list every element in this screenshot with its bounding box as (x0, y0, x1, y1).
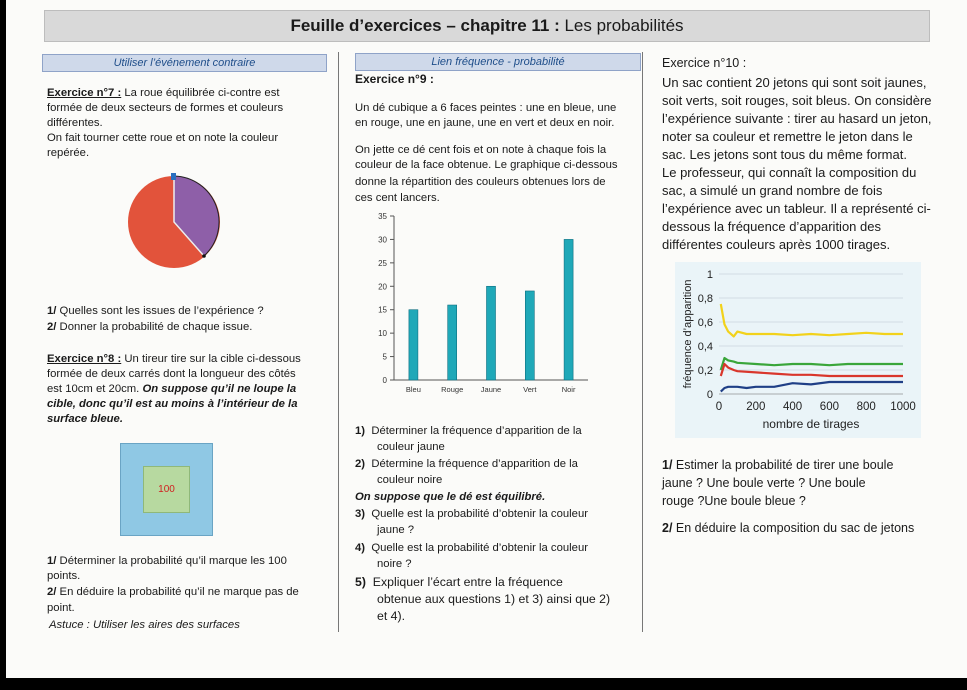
bar-category-label: Jaune (480, 385, 502, 394)
ex7-q2 (47, 320, 252, 335)
ex10-line8: l’expérience avec un tableur. Il a représenté ci- (662, 201, 931, 216)
ex7-line2: formée de deux secteurs de formes et couleurs (47, 102, 284, 114)
ex9-q1-num: 1) (355, 425, 366, 437)
ex9-line2: en rouge, une en jaune, une en vert et deux en noir. (355, 117, 615, 129)
target-green-square (143, 466, 190, 513)
bar-y-tick-label: 35 (378, 212, 387, 221)
ex10-line7: sac, a simulé un grand nombre de fois (662, 183, 883, 198)
ex7-text1: La roue équilibrée ci-contre est (121, 87, 280, 99)
bar-rouge (448, 305, 457, 380)
bar-noir (564, 239, 573, 380)
line-x-tick-label: 400 (783, 401, 803, 413)
bar-jaune (487, 286, 496, 380)
ex9-line1: Un dé cubique a 6 faces peintes : une en bleue, une (355, 102, 617, 114)
line-series-jaune (721, 304, 903, 336)
ex9-q5a (355, 575, 563, 590)
ex9-q5b: obtenue aux questions 1) et 3) ainsi que 2) (377, 592, 611, 606)
ex9-q4a (355, 541, 588, 556)
ex9-q3-text: Quelle est la probabilité d’obtenir la couleur (371, 508, 588, 520)
ex10-line2: soit verts, soit rouges, soit bleus. On considère (662, 93, 932, 108)
col2-header: Lien fréquence - probabilité (355, 53, 641, 71)
bar-y-tick-label: 25 (378, 258, 387, 268)
ex9-q3-num: 3) (355, 508, 366, 520)
line-series-vert (721, 358, 903, 370)
ex10-line5: sac. Les jetons sont tous du même format. (662, 147, 907, 162)
ex9-q2-text: Détermine la fréquence d’apparition de la (371, 458, 578, 470)
wheel-pointer (171, 173, 176, 180)
ex9-assume: On suppose que le dé est équilibré. (355, 491, 546, 503)
ex10-q2 (662, 520, 914, 537)
line-x-tick-label: 800 (856, 401, 876, 413)
bar-category-label: Vert (523, 385, 537, 394)
line-x-tick-label: 200 (746, 401, 766, 413)
column-divider-2 (642, 52, 643, 632)
ex10-q1-text: Estimer la probabilité de tirer une boule (672, 458, 894, 472)
bar-category-label: Noir (561, 385, 576, 394)
ex7-label: Exercice n°7 : (47, 87, 122, 99)
ex7-line3: différentes. (47, 117, 103, 129)
ex8-text3a: est 10cm et 20cm. (47, 383, 143, 395)
ex10-line1: Un sac contient 20 jetons qui sont soit jaunes, (662, 75, 927, 90)
bar-y-tick-label: 10 (378, 329, 387, 339)
ex7-q2-text: Donner la probabilité de chaque issue. (56, 321, 253, 333)
ex8-q2-num: 2/ (47, 586, 57, 598)
bar-y-tick-label: 5 (382, 352, 387, 362)
ex9-q2b: couleur noire (377, 474, 443, 486)
ex8-text3b: On suppose qu’il ne loupe la (142, 383, 297, 395)
ex8-line4: cible, donc qu’il est au moins à l’intérieur de la (47, 398, 298, 410)
line-y-tick-label: 0,6 (697, 317, 713, 329)
ex8-q1b: points. (47, 570, 81, 582)
line-y-tick-label: 1 (706, 269, 713, 281)
ex8-label: Exercice n°8 : (47, 353, 122, 365)
ex8-q2a (47, 585, 299, 600)
ex8-line3 (47, 382, 296, 397)
ex7-line5: repérée. (47, 147, 90, 159)
ex8-q1-text: Déterminer la probabilité qu’il marque les 100 (56, 555, 287, 567)
ex9-line6: ces cent lancers. (355, 192, 440, 204)
col1-header: Utiliser l’événement contraire (42, 54, 327, 72)
page-title (44, 10, 930, 42)
title-bold: Feuille d’exercices – chapitre 11 : (290, 16, 560, 35)
bar-y-tick-label: 20 (378, 282, 387, 292)
ex9-q5-num: 5) (355, 575, 366, 589)
ex10-line4: noter sa couleur et remettre le jeton dans le (662, 129, 913, 144)
ex10-q1b: jaune ? Une boule verte ? Une boule (662, 476, 866, 490)
ex10-line3: l’expérience suivante : tirer au hasard un jeton, (662, 111, 932, 126)
bar-vert (525, 291, 534, 380)
line-x-tick-label: 0 (715, 401, 723, 413)
ex10-line10: différentes couleurs après 1000 tirages. (662, 237, 891, 252)
bar-chart (366, 208, 598, 408)
line-y-tick-label: 0,2 (697, 365, 713, 377)
wheel-marker (202, 254, 206, 258)
ex10-label: Exercice n°10 : (662, 56, 747, 70)
line-y-tick-label: 0,8 (697, 293, 713, 305)
bar-y-tick-label: 15 (378, 305, 387, 315)
ex8-q1a (47, 554, 287, 569)
ex8-line5: surface bleue. (47, 413, 123, 425)
worksheet-page (6, 0, 967, 678)
ex9-q4b: noire ? (377, 558, 412, 570)
ex10-q1c: rouge ?Une boule bleue ? (662, 494, 806, 508)
ex9-q3a (355, 507, 588, 522)
ex10-line9: dessous la fréquence d’apparition des (662, 219, 881, 234)
wheel-figure (124, 172, 224, 272)
ex7-q1 (47, 304, 264, 319)
line-y-tick-label: 0 (706, 389, 713, 401)
ex9-q4-num: 4) (355, 542, 366, 554)
ex7-q1-text: Quelles sont les issues de l’expérience ? (56, 305, 264, 317)
ex9-q2-num: 2) (355, 458, 366, 470)
ex9-q1-text: Déterminer la fréquence d’apparition de la (371, 425, 582, 437)
ex8-q1-num: 1/ (47, 555, 57, 567)
ex10-q2-text: En déduire la composition du sac de jetons (672, 521, 915, 535)
ex9-q4-text: Quelle est la probabilité d’obtenir la couleur (371, 542, 588, 554)
ex9-q2a (355, 457, 578, 472)
ex9-q3b: jaune ? (377, 524, 415, 536)
line-x-axis-label: nombre de tirages (762, 417, 860, 431)
ex9-line5: donne la répartition des couleurs obtenues lors de (355, 176, 606, 188)
bar-y-tick-label: 30 (378, 235, 387, 245)
ex8-q2-text: En déduire la probabilité qu’il ne marque pas de (56, 586, 299, 598)
ex9-label: Exercice n°9 : (355, 72, 434, 86)
line-y-tick-label: 0,4 (697, 341, 713, 353)
ex9-q1b: couleur jaune (377, 441, 445, 453)
ex10-q1-num: 1/ (662, 458, 673, 472)
ex7-q2-num: 2/ (47, 321, 57, 333)
line-y-axis-label: fréquence d’apparition (682, 279, 694, 389)
ex9-q5c: et 4). (377, 609, 406, 623)
bar-y-tick-label: 0 (382, 376, 387, 385)
ex9-q1a (355, 424, 582, 439)
ex8-line2: formée de deux carrés dont la longueur des côtés (47, 368, 296, 380)
line-x-tick-label: 1000 (890, 401, 916, 413)
ex8-q2b: point. (47, 602, 75, 614)
ex8-line1 (47, 352, 301, 367)
ex7-line4: On fait tourner cette roue et on note la couleur (47, 132, 279, 144)
bar-bleu (409, 310, 418, 380)
ex7-q1-num: 1/ (47, 305, 57, 317)
line-chart (675, 262, 921, 438)
bar-category-label: Bleu (405, 385, 421, 394)
line-series-bleu (721, 382, 903, 392)
ex10-line6: Le professeur, qui connaît la composition du (662, 165, 917, 180)
astuce: Astuce : Utiliser les aires des surfaces (49, 619, 240, 631)
ex7-line1 (47, 86, 279, 101)
ex8-text1: Un tireur tire sur la cible ci-dessous (121, 353, 301, 365)
line-x-tick-label: 600 (819, 401, 839, 413)
column-divider-1 (338, 52, 339, 632)
title-rest: Les probabilités (559, 16, 684, 35)
target-label: 100 (158, 484, 175, 495)
ex9-q5-text: Expliquer l’écart entre la fréquence (372, 575, 563, 589)
ex10-q1a (662, 457, 893, 474)
bar-category-label: Rouge (441, 385, 464, 394)
ex9-line3: On jette ce dé cent fois et on note à chaque fois la (355, 144, 607, 156)
ex9-line4: couleur de la face obtenue. Le graphique ci-dessous (355, 159, 618, 171)
ex10-q2-num: 2/ (662, 521, 673, 535)
